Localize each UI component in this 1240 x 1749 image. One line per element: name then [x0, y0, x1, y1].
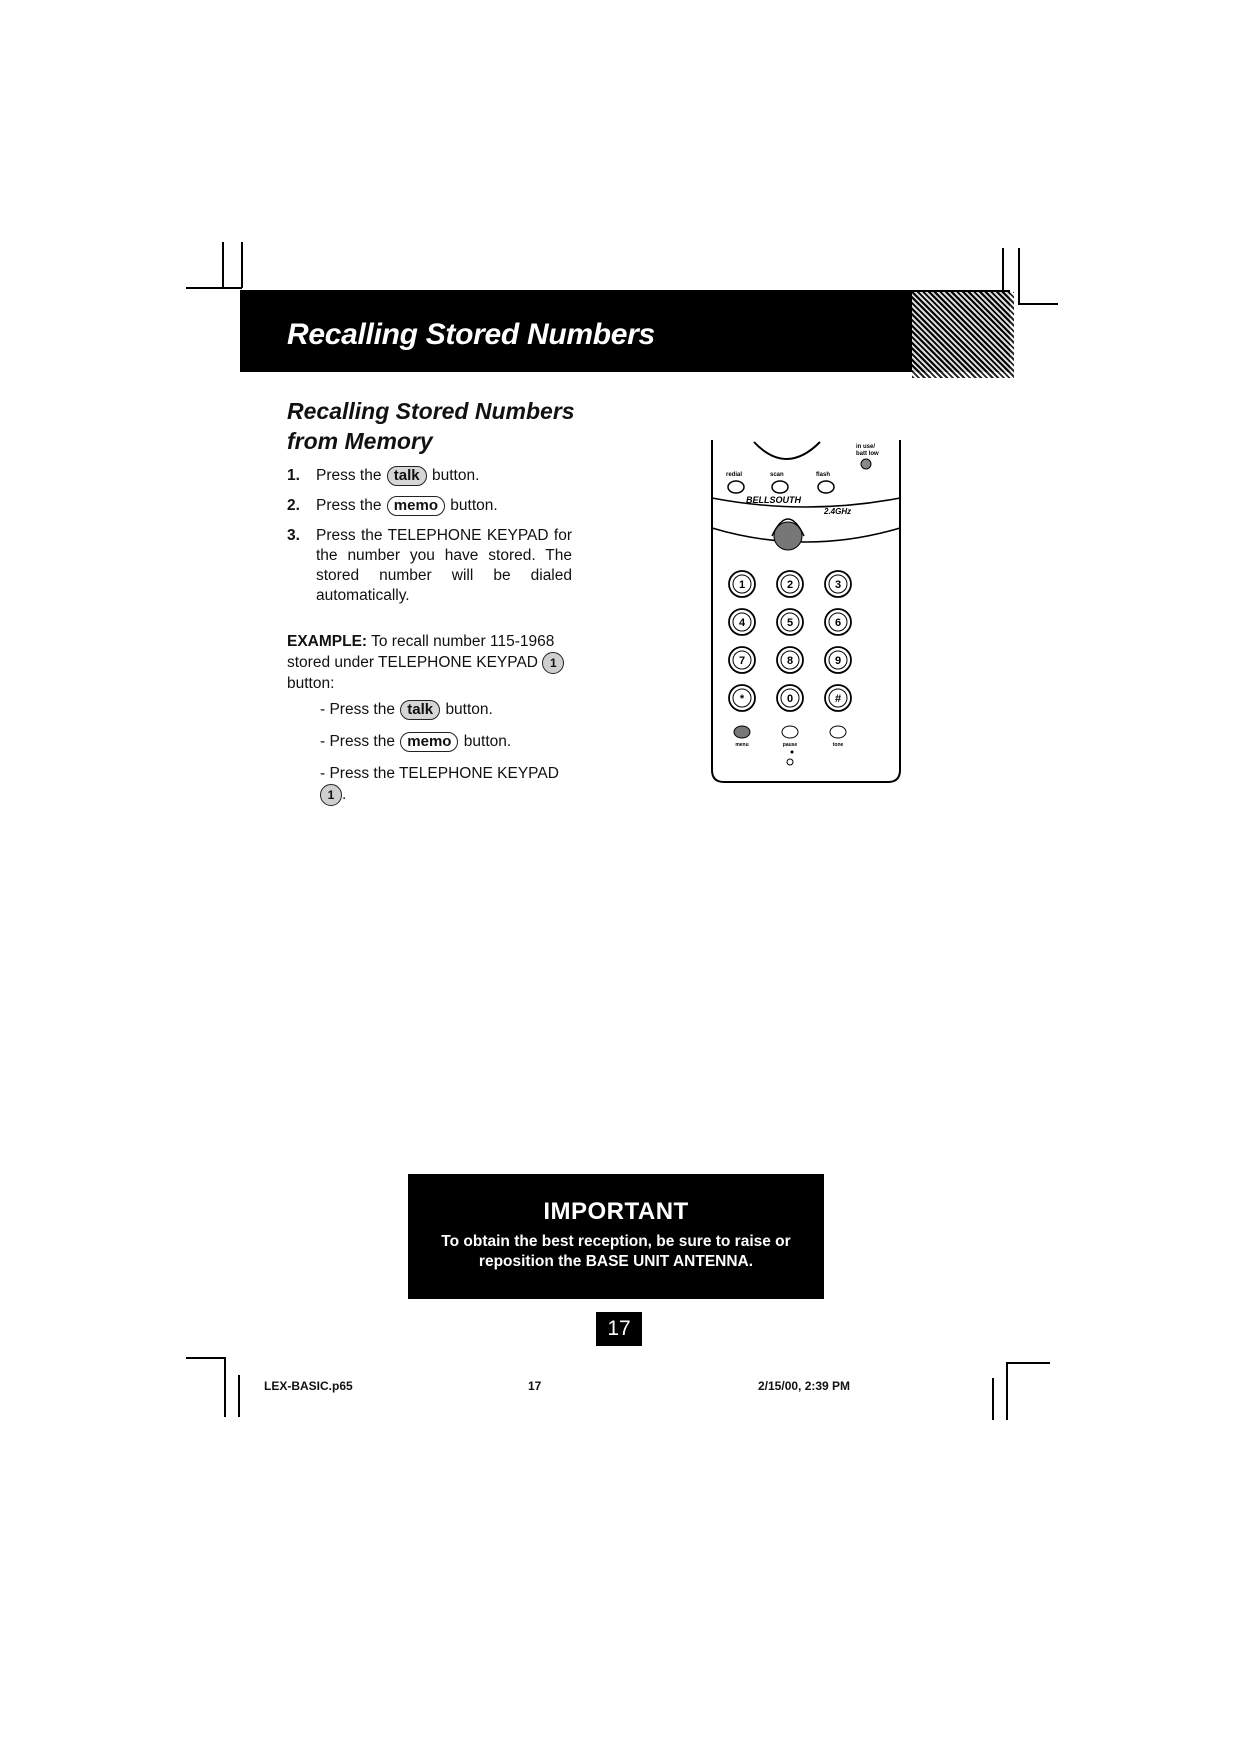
important-notice: [408, 1174, 824, 1299]
menu-label: menu: [735, 742, 749, 748]
example-paragraph: [287, 632, 587, 694]
crop-mark: [1018, 248, 1020, 304]
crop-mark: [1006, 1362, 1050, 1364]
tone-button-shape: [830, 726, 846, 738]
bullet-text: button.: [445, 701, 493, 718]
example-step-2: [320, 732, 600, 752]
example-label: EXAMPLE:: [287, 633, 368, 650]
step-text: Press the: [316, 497, 382, 514]
ghz-label: 2.4GHz: [824, 507, 852, 516]
crop-mark: [1018, 303, 1058, 305]
footer-timestamp: 2/15/00, 2:39 PM: [758, 1379, 851, 1393]
step-number: 2.: [287, 497, 300, 514]
crop-mark: [238, 1375, 240, 1417]
step-3: [287, 526, 572, 606]
crop-mark: [1006, 1362, 1008, 1420]
step-2: [287, 496, 572, 516]
section-title-line1: Recalling Stored Numbers: [287, 398, 575, 424]
keypad-key-label: #: [834, 693, 842, 705]
bullet-text: - Press the TELEPHONE KEYPAD: [320, 765, 559, 782]
section-title-line2: from Memory: [287, 428, 433, 454]
keypad-1-icon: 1: [320, 784, 342, 806]
example-step-3: [320, 764, 600, 806]
important-line1: To obtain the best reception, be sure to raise or: [441, 1233, 791, 1250]
keypad-key-label: 3: [834, 579, 842, 591]
example-text: To recall number 115-1968 stored under TELEPHONE KEYPAD: [287, 633, 555, 672]
bullet-text: - Press the: [320, 701, 395, 718]
step-number: 3.: [287, 527, 300, 544]
important-title: IMPORTANT: [543, 1198, 689, 1225]
step-1: [287, 466, 572, 486]
crop-mark: [992, 1378, 994, 1420]
example-steps: [320, 700, 600, 818]
keypad-key-label: 9: [834, 655, 842, 667]
keypad-key-label: 1: [738, 579, 746, 591]
bullet-text: .: [342, 786, 347, 804]
tone-label: tone: [832, 742, 844, 748]
bullet-text: button.: [463, 733, 512, 750]
brand-label: BELLSOUTH: [746, 495, 801, 505]
in-use-label: in use/: [856, 444, 876, 450]
talk-key-icon: talk: [400, 700, 440, 720]
talk-key-icon: talk: [387, 466, 427, 486]
crop-mark: [186, 287, 242, 289]
page-title: Recalling Stored Numbers: [287, 318, 655, 351]
keypad-key-label: 7: [738, 655, 746, 667]
section-title: [287, 396, 617, 456]
crop-mark: [186, 1357, 226, 1359]
crop-mark: [1002, 248, 1004, 292]
example-text: button:: [287, 675, 335, 692]
keypad-key-label: 8: [786, 655, 794, 667]
memo-key-icon: memo: [400, 732, 458, 752]
page-number-badge: 17: [596, 1312, 642, 1346]
handset-illustration: [706, 436, 906, 786]
keypad-key-label: 4: [738, 617, 746, 629]
menu-button-shape: [734, 726, 750, 738]
step-text: Press the: [316, 467, 382, 484]
pause-label: pause: [782, 742, 798, 748]
crop-mark: [224, 1357, 226, 1417]
flash-label: flash: [816, 472, 831, 478]
steps-list: [287, 466, 572, 616]
step-number: 1.: [287, 467, 300, 484]
footer-filename: LEX-BASIC.p65: [264, 1379, 353, 1393]
batt-low-label: batt low: [856, 451, 879, 457]
step-text: Press the TELEPHONE KEYPAD for the number you have stored. The stored number will be dialed automatically.: [316, 527, 572, 604]
keypad-key-label: 0: [786, 693, 794, 705]
crop-mark: [241, 242, 243, 288]
scan-label: scan: [770, 472, 784, 478]
keypad-key-label: 2: [786, 579, 794, 591]
footer-page: 17: [528, 1379, 542, 1393]
redial-label: redial: [726, 472, 743, 478]
memo-key-icon: memo: [387, 496, 445, 516]
pause-button-shape: [782, 726, 798, 738]
step-text: button.: [431, 467, 480, 484]
keypad-key-label: 5: [786, 617, 794, 629]
keypad-key-label: *: [739, 693, 745, 705]
keypad-key-label: 6: [834, 617, 842, 629]
keypad-1-icon: 1: [542, 652, 564, 674]
scan-noise-decoration: [912, 292, 1014, 378]
bullet-text: - Press the: [320, 733, 395, 750]
important-line2: reposition the BASE UNIT ANTENNA.: [478, 1253, 754, 1270]
example-step-1: [320, 700, 600, 720]
step-text: button.: [450, 497, 498, 514]
crop-mark: [222, 242, 224, 288]
